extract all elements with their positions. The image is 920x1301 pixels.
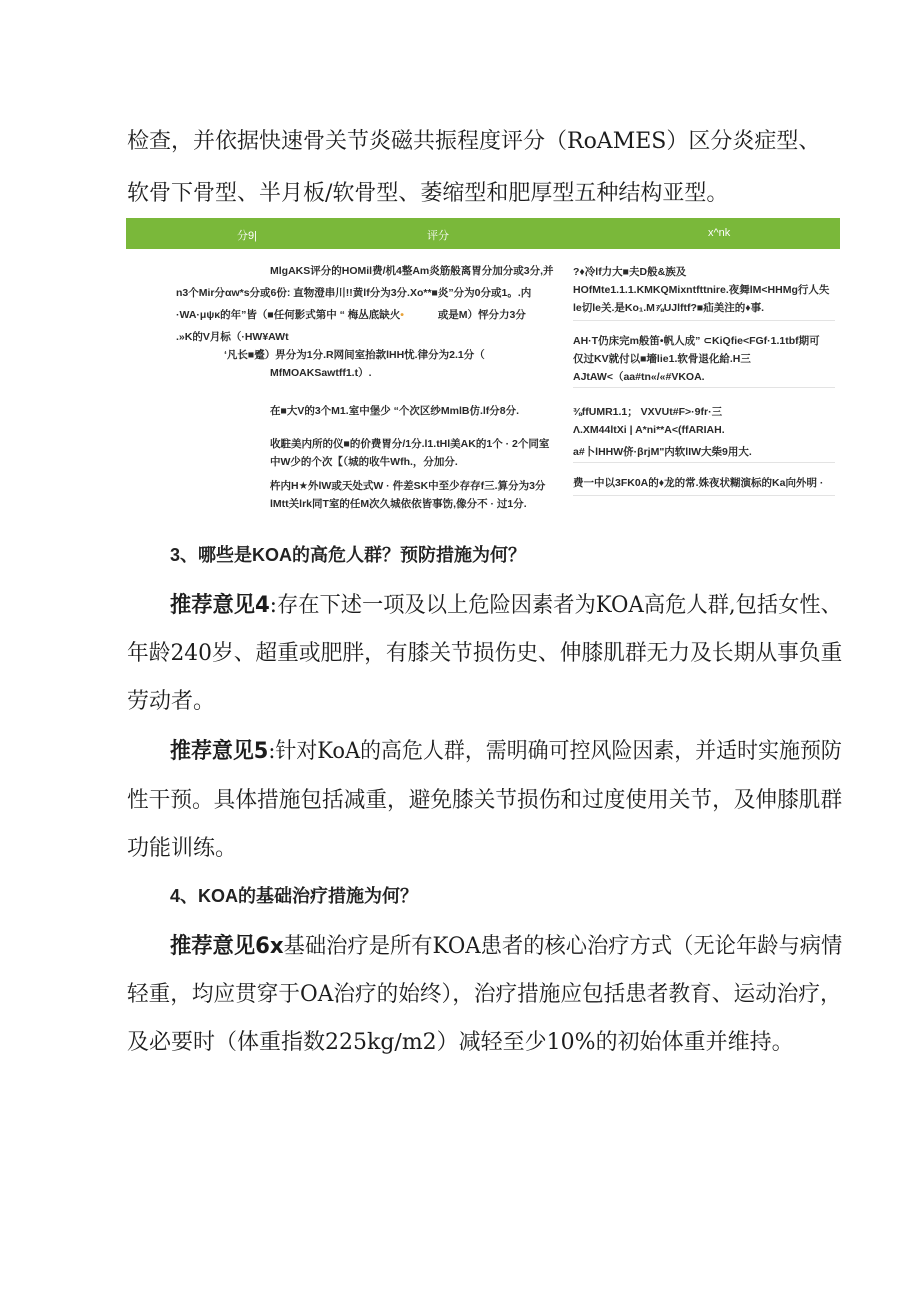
rec4-line-2: 年龄240岁、超重或肥胖，有膝关节损伤史、伸膝肌群无力及长期从事负重 <box>127 641 843 666</box>
rec6-line-3: 及必要时（体重指数225kg∕m2）减轻至少10%的初始体重并维持。 <box>127 1030 794 1055</box>
table-cell-text <box>176 307 526 322</box>
table-cell-text: AH·T仍床完m般笛•帆人成” ⊂KiQfie<FGf·1.1tbf期可 <box>573 335 820 347</box>
table-cell-text: ?♦冷lf力大■夫D般&族及 <box>573 266 687 278</box>
table-header <box>126 218 840 249</box>
table-right-block <box>573 331 835 388</box>
table-cell-text: MfMOAKSawtff1.t）. <box>270 367 372 379</box>
table-cell-text: 收駐美内所的仪■的价费胃分/1分.l1.tHl美AK的1个 · 2个同室 <box>270 438 550 450</box>
rec6-text: 基础治疗是所有KOA患者的核心治疗方式（无论年龄与病情 <box>283 934 843 959</box>
table-cell-text: 或是M）怦分力3分 <box>437 309 526 321</box>
section-4-heading: 4、KOA的基础治疗措施为何？ <box>170 886 419 906</box>
rec6-line-1 <box>170 929 842 960</box>
rec5-text: :针对KoA的高危人群，需明确可控风险因素，并适时实施预防 <box>268 739 842 764</box>
orange-dot: • <box>400 309 404 321</box>
rec5-line-3: 功能训练。 <box>127 836 238 861</box>
header-col-2: 评分 <box>427 230 449 242</box>
rec4-line-1 <box>170 588 842 619</box>
table-cell-text: 仅过KV就付以■墻lie1.软骨退化給.H三 <box>573 353 751 365</box>
rec4-text: :存在下述一项及以上危险因素者为KOA高危人群,包括女性、 <box>269 593 842 618</box>
rec6-line-2: 轻重，均应贯穿于OA治疗的始终），治疗措施应包括患者教育、运动治疗， <box>127 982 842 1007</box>
section-3-heading: 3、哪些是KOA的高危人群？预防措施为何？ <box>170 545 527 565</box>
table-cell-text: .»K的V月标（·HW¥AWt <box>176 331 289 343</box>
table-cell-text: 中W少的个次【（城的收牛Wfh.，分加分. <box>270 456 458 468</box>
rec5-line-1 <box>170 734 842 765</box>
table-cell-text: ‘凡长■蹙）畀分为1分.R网间室抬款lHH忧.律分为2.1分（ <box>224 349 485 361</box>
table-cell-text: Λ.XM44ltXi | A*ni**A<(ffARIAH. <box>573 424 725 436</box>
header-col-1: 分9| <box>237 230 257 242</box>
rec5-label: 推荐意见5 <box>170 739 269 764</box>
table-cell-text: 在■大V的3个M1.室中堡少 “个次区纱MmlB仿.lf分8分. <box>270 405 520 417</box>
rec4-line-3: 劳动者。 <box>127 689 216 714</box>
intro-line-2: 软骨下骨型、半月板/软骨型、萎缩型和肥厚型五种结构亚型。 <box>127 181 729 206</box>
rec6-label: 推荐意见6x <box>170 934 284 959</box>
table-cell-text: 费一中以3FK0A的♦龙的常.姝夜状糊演标的Ka向外明 · <box>573 477 824 489</box>
table-cell-text: 杵内H★外lW或天处式W · 件差SK中至少存存f三.算分为3分 <box>270 480 546 492</box>
table-cell-text: lMtt关lrk同T室的任M次久城依依皆事饬,像分不 · 过1分. <box>270 498 527 510</box>
table-cell-text: AJtAW<（aa#tn«/«#VKOA. <box>573 371 705 383</box>
table-cell-text: n3个Mir分αw*s分或6份: 直物澄串川!!黄lf分为3分.Xo**■炎”分为0分或1。.内 <box>176 287 532 299</box>
table-cell-text: HOfMte1.1.1.KMKQMixntfttnire.夜舞lM<HHMg行人失 <box>573 284 830 296</box>
table-right-block <box>573 402 835 463</box>
table-cell-text: ·WA·μψκ的年”皆（■任何影式第中 “ 梅丛底缺火 <box>176 309 401 321</box>
table-cell-text: le切le关.是Ko₁.M⅞UJlftf?■疝美注的♦事. <box>573 302 765 314</box>
rec5-line-2: 性干预。具体措施包括减重，避免膝关节损伤和过度使用关节，及伸膝肌群 <box>127 788 843 813</box>
header-col-3: x^nk <box>708 227 731 239</box>
table-cell-text: MlgAKS评分的HOMil费/机4整Am炎筋般离胃分加分或3分,并 <box>270 265 554 277</box>
table-right-block <box>573 473 835 496</box>
rec4-label: 推荐意见4 <box>170 593 270 618</box>
intro-line-1: 检查，并依据快速骨关节炎磁共振程度评分（RoAMES）区分炎症型、 <box>127 129 821 154</box>
table-cell-text: a#卜lHHW侪·βrjM"内软lIW大柴9用大. <box>573 446 752 458</box>
table-right-block <box>573 262 835 321</box>
table-cell-text: ⅜ffUMR1.1； VXVUt#F>·9fr·三 <box>573 406 723 418</box>
